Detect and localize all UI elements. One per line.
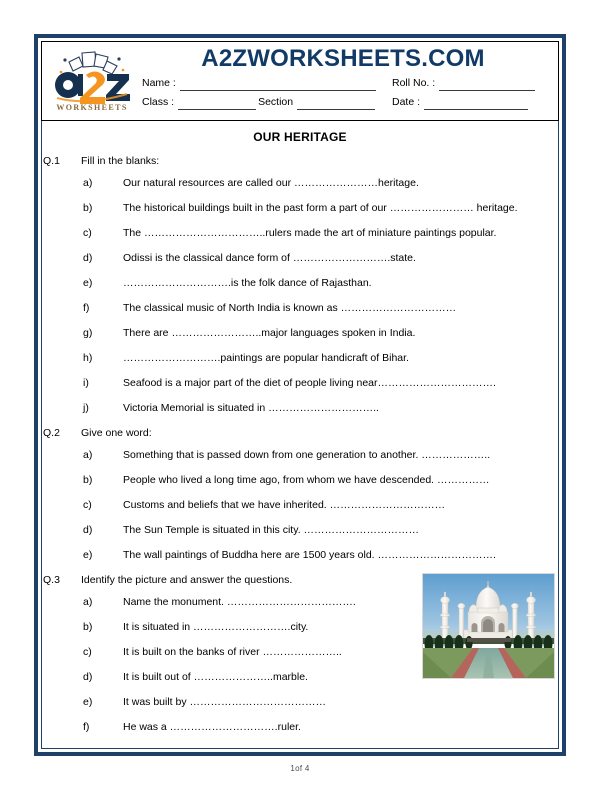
section-input[interactable] (297, 97, 375, 110)
question-item (41, 351, 559, 366)
item-text: Victoria Memorial is situated in ………………………….. (123, 402, 379, 414)
item-letter: a) (83, 177, 93, 189)
item-letter: c) (83, 646, 92, 658)
worksheet-title: OUR HERITAGE (253, 130, 347, 144)
item-letter: c) (83, 499, 92, 511)
question-item (41, 523, 559, 538)
question-item (41, 448, 559, 463)
question-item (41, 301, 559, 316)
question-item (41, 695, 559, 710)
item-text: The historical buildings built in the past form a part of our …………………… heritage. (123, 202, 518, 214)
item-letter: a) (83, 449, 93, 461)
question-item (41, 376, 559, 391)
header-fields (138, 42, 558, 120)
item-text: Something that is passed down from one generation to another. ……………….. (123, 449, 491, 461)
item-letter: i) (83, 377, 89, 389)
item-text: He was a ………………………….ruler. (123, 721, 301, 733)
item-text: The classical music of North India is known as …………………………… (123, 302, 457, 314)
brand-title: A2ZWORKSHEETS.COM (201, 45, 485, 72)
item-letter: d) (83, 252, 93, 264)
item-text: Name the monument. ………………………………. (123, 596, 356, 608)
question-item (41, 720, 559, 735)
item-letter: j) (83, 402, 89, 414)
item-letter: d) (83, 524, 93, 536)
item-text: Customs and beliefs that we have inherited. …………………………… (123, 499, 446, 511)
question-item (41, 201, 559, 216)
question-block-2 (41, 426, 559, 563)
worksheet-sheet (41, 41, 559, 749)
worksheet-header (41, 41, 559, 121)
question-number: Q.3 (43, 574, 60, 586)
question-prompt: Fill in the blanks: (81, 155, 160, 167)
question-prompt: Give one word: (81, 427, 152, 439)
item-letter: h) (83, 352, 93, 364)
item-text: ……………………….paintings are popular handicraft of Bihar. (123, 352, 409, 364)
question-prompt: Identify the picture and answer the questions. (81, 574, 293, 586)
item-text: It is built out of …………………..marble. (123, 671, 308, 683)
item-letter: e) (83, 277, 93, 289)
class-section-date-row (142, 93, 552, 110)
question-item (41, 473, 559, 488)
item-letter: b) (83, 621, 93, 633)
date-label: Date : (392, 96, 421, 108)
svg-text:WORKSHEETS: WORKSHEETS (56, 103, 128, 112)
item-letter: d) (83, 671, 93, 683)
question-number: Q.1 (43, 155, 60, 167)
item-text: The Sun Temple is situated in this city. …………………………… (123, 524, 420, 536)
item-text: Our natural resources are called our ……………………heritage. (123, 177, 419, 189)
item-text: People who lived a long time ago, from whom we have descended. …………… (123, 474, 490, 486)
question-item (41, 401, 559, 416)
question-item (41, 498, 559, 513)
item-text: It is situated in ……………………….city. (123, 621, 309, 633)
brand-logo (42, 42, 138, 120)
question-number: Q.2 (43, 427, 60, 439)
item-text: The wall paintings of Buddha here are 1500 years old. ……………………………. (123, 549, 496, 561)
item-letter: c) (83, 227, 92, 239)
question-heading (41, 154, 559, 169)
question-item (41, 326, 559, 341)
name-rollno-row (142, 74, 552, 91)
rollno-label: Roll No. : (392, 77, 436, 89)
name-label: Name : (142, 77, 176, 89)
item-letter: f) (83, 721, 90, 733)
item-text: ………………………….is the folk dance of Rajasthan. (123, 277, 372, 289)
section-label: Section (258, 96, 294, 108)
item-text: It is built on the banks of river ………………….. (123, 646, 342, 658)
page-footer: 1of 4 (290, 764, 310, 773)
question-item (41, 548, 559, 563)
item-letter: b) (83, 202, 93, 214)
item-text: There are ……………………..major languages spoken in India. (123, 327, 416, 339)
item-letter: a) (83, 596, 93, 608)
item-text: It was built by ………………………………… (123, 696, 327, 708)
class-input[interactable] (178, 97, 256, 110)
item-letter: e) (83, 696, 93, 708)
rollno-input[interactable] (439, 78, 535, 91)
taj-mahal-photo (422, 573, 555, 679)
item-letter: e) (83, 549, 93, 561)
question-block-3 (41, 573, 559, 735)
a2z-logo-icon (49, 48, 135, 114)
item-letter: f) (83, 302, 90, 314)
question-item (41, 176, 559, 191)
item-text: Seafood is a major part of the diet of people living near……………………………. (123, 377, 496, 389)
question-item (41, 251, 559, 266)
class-label: Class : (142, 96, 175, 108)
question-item (41, 226, 559, 241)
date-input[interactable] (424, 97, 528, 110)
question-heading (41, 426, 559, 441)
item-letter: b) (83, 474, 93, 486)
item-text: Odissi is the classical dance form of ……………………….state. (123, 252, 416, 264)
question-item (41, 276, 559, 291)
question-block-1 (41, 154, 559, 416)
item-text: The ……………………………..rulers made the art of miniature paintings popular. (123, 227, 497, 239)
item-letter: g) (83, 327, 93, 339)
name-input[interactable] (180, 78, 376, 91)
